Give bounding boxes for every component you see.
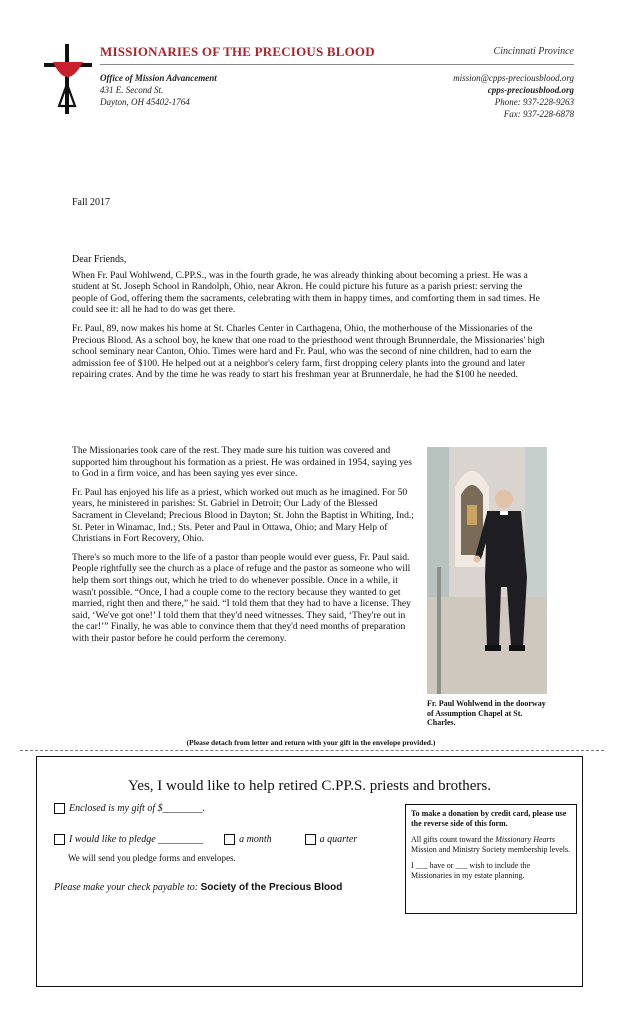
photo-caption: Fr. Paul Wohlwend in the doorway of Assumption Chapel at St. Charles. (427, 699, 546, 727)
detach-divider (20, 750, 604, 751)
enclosed-gift-checkbox[interactable] (54, 803, 65, 814)
email-link[interactable]: mission@cpps-preciousblood.org (453, 73, 574, 83)
gifts-note-emphasis: Missionary Hearts (495, 835, 555, 844)
gifts-note-post: Mission and Ministry Society membership levels. (411, 845, 571, 854)
office-address (100, 72, 217, 108)
payable-name: Society of the Precious Blood (200, 882, 343, 893)
pledge-row (54, 834, 357, 845)
phone-number: Phone: 937-228-9263 (494, 97, 574, 107)
credit-card-note: To make a donation by credit card, please use the reverse side of this form. (411, 809, 567, 828)
paragraph-3: The Missionaries took care of the rest. They made sure his tuition was covered and supported him throughout his formation as a priest. He was ordained in 1954, saying yes to God in a firm voice, and has been saying yes ever since. (72, 445, 412, 480)
pledge-label: I would like to pledge _________ (69, 834, 204, 845)
credit-card-info-box (405, 804, 577, 914)
form-title: Yes, I would like to help retired C.PP.S. priests and brothers. (127, 778, 492, 794)
gifts-note-pre: All gifts count toward the (411, 835, 494, 844)
detach-note: (Please detach from letter and return with your gift in the envelope provided.) (186, 738, 436, 747)
letter-body-column (72, 445, 418, 652)
header-divider (100, 64, 574, 65)
estate-note: I ___ have or ___ wish to include the Missionaries in my estate planning. (411, 861, 531, 880)
paragraph-2: Fr. Paul, 89, now makes his home at St. Charles Center in Carthagena, Ohio, the motherhouse of the Missionaries of the Precious Blood. As a school boy, he knew that one road to the priesthood went through Brunnerdale, the Missionaries' high school seminary near Canton, Ohio. Times were hard and Fr. Paul, who was the second of nine children, had to earn the admission fee of $100. He helped out at a neighbor's celery farm, first dropping celery plants into the ground and later repairing crates. And by the time he was ready to start his freshman year at Brunnerdale, he had the $100 he needed. (72, 322, 545, 381)
quarterly-checkbox[interactable] (305, 834, 316, 845)
quarterly-label: a quarter (319, 834, 358, 845)
organization-name: MISSIONARIES OF THE PRECIOUS BLOOD (100, 44, 375, 59)
monthly-label: a month (239, 834, 272, 845)
fax-number: Fax: 937-228-6878 (503, 109, 574, 119)
address-line-1: 431 E. Second St. (100, 85, 164, 95)
contact-info (453, 72, 574, 120)
paragraph-5: There's so much more to the life of a pastor than people would ever guess, Fr. Paul said. People rightfully see the church as a place of refuge and the pastor as someone who will help them sort things out, which he tried to do whenever possible. Once in a while, it wasn't possible. “Once, I had a couple come to the rectory because they wanted to get married, right then and there,” he said. “I told them that they had to have a license. They said, ‘We've got one!’ I told them that they'd need witnesses. They said, ‘They're out in the car!’” Finally, he was able to convince them that they'd need months of preparation with their pastor before he could perform the ceremony. (72, 551, 411, 644)
cross-chalice-logo-icon (42, 44, 94, 114)
letter-body-top (72, 254, 550, 388)
letter-date: Fall 2017 (72, 197, 111, 208)
pledge-note: We will send you pledge forms and envelopes. (68, 853, 236, 863)
office-title: Office of Mission Advancement (100, 73, 217, 83)
website-link[interactable]: cpps-preciousblood.org (487, 85, 574, 95)
address-line-2: Dayton, OH 45402-1764 (100, 97, 190, 107)
greeting: Dear Friends, (72, 254, 127, 265)
enclosed-gift-label: Enclosed is my gift of $________. (69, 803, 206, 814)
gifts-note (411, 835, 571, 855)
paragraph-4: Fr. Paul has enjoyed his life as a priest, which worked out much as he imagined. For 50 years, he ministered in parishes: St. Gabriel in Detroit; Our Lady of the Blessed Sacrament in Cleveland; Precious Blood in Dayton; St. John the Baptist in Whiting, Ind.; St. Peter in Winamac, Ind.; Sts. Peter and Paul in Ottawa, Ohio; and Mary Help of Christians in Fort Recovery, Ohio. (72, 486, 414, 545)
enclosed-gift-row (54, 803, 205, 814)
province-name: Cincinnati Province (493, 46, 574, 57)
monthly-checkbox[interactable] (224, 834, 235, 845)
payable-label: Please make your check payable to: (54, 882, 199, 893)
pledge-checkbox[interactable] (54, 834, 65, 845)
paragraph-1: When Fr. Paul Wohlwend, C.PP.S., was in the fourth grade, he was already thinking about becoming a priest. He was a student at St. Joseph School in Randolph, Ohio, near Akron. He could picture his future as a parish priest: serving the people of God, offering them the sacraments, celebrating with them in happy times, and comforting them in sad times. He could see it: all he had to do was get there. (72, 269, 540, 316)
payable-row (54, 882, 342, 893)
priest-photo (427, 447, 547, 694)
